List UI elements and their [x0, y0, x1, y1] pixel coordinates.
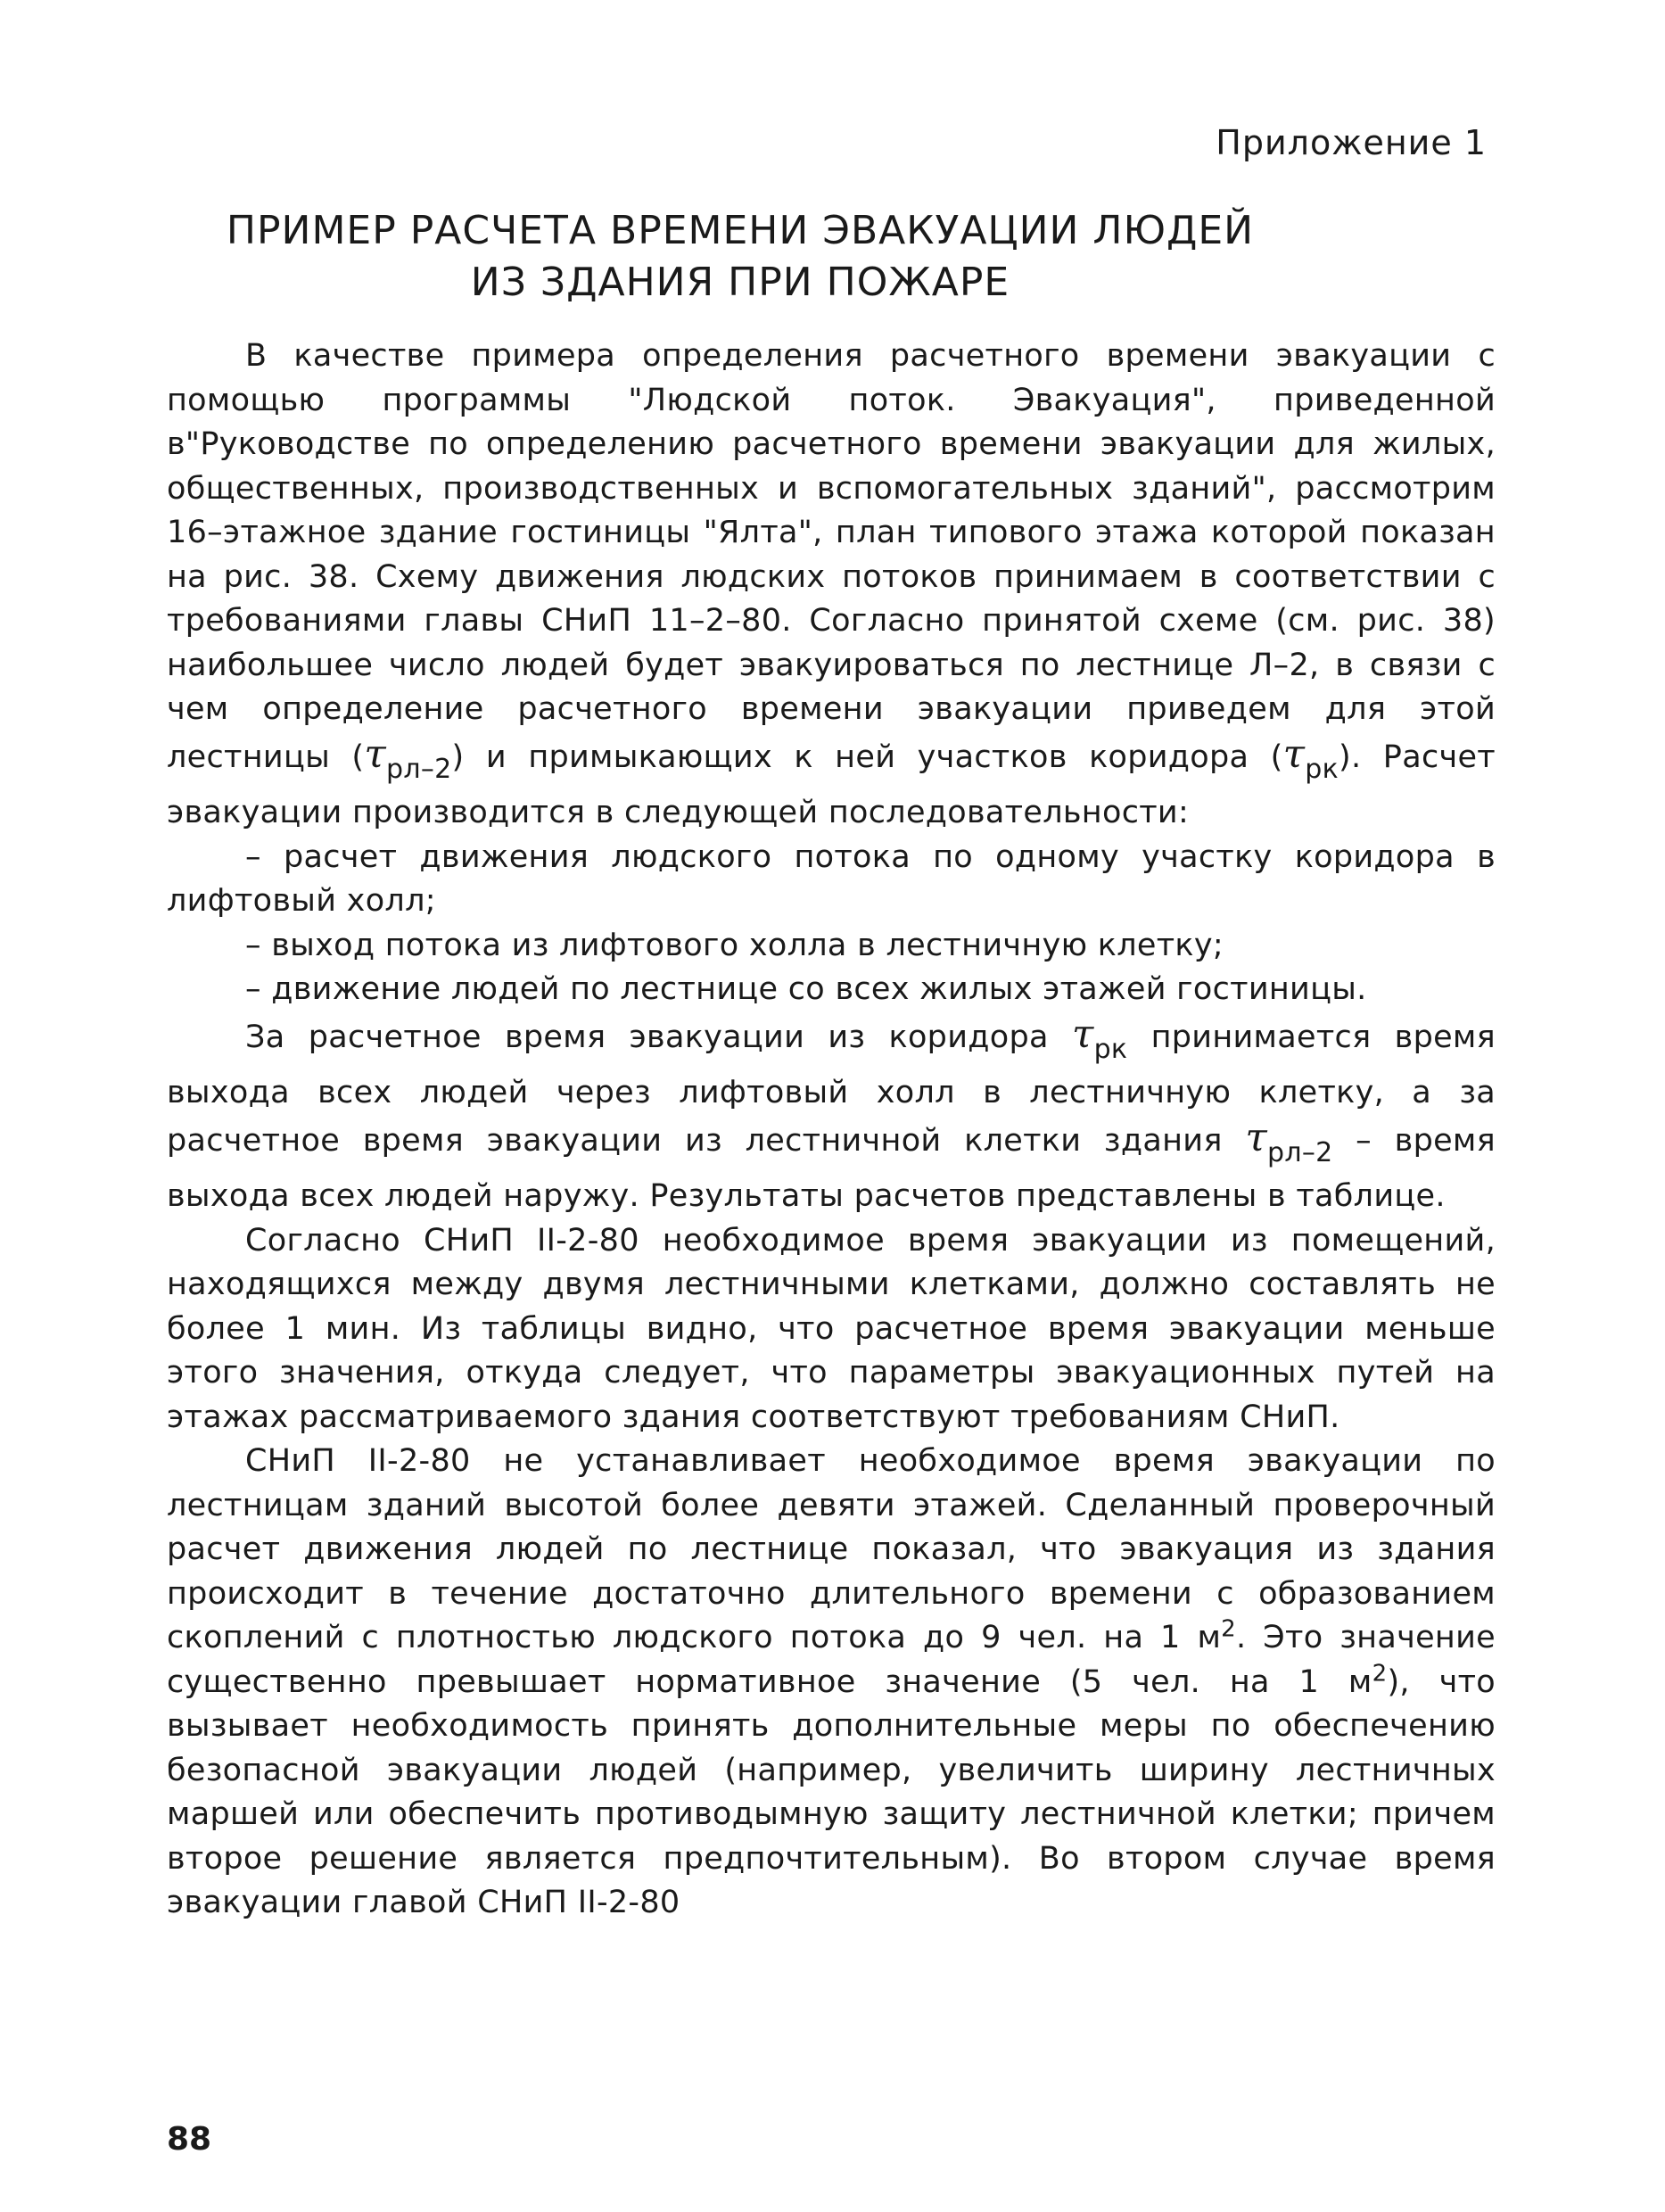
title-line-2: ИЗ ЗДАНИЯ ПРИ ПОЖАРЕ: [470, 260, 1010, 305]
subscript: рк: [1093, 1033, 1128, 1065]
paragraph-2: [167, 1012, 1496, 1219]
paragraph-4-text-a: СНиП II-2-80 не устанавливает необходимое время эвакуации по лестницам зданий высотой более девяти этажей. Сделанный проверочный расчет движения людей по лестнице показал, что эвакуация из здания происходит в течение достаточно длительного времени с образованием скоплений с плотностью людского потока до 9 чел. на 1 м: [167, 1443, 1496, 1655]
paragraph-4: [167, 1440, 1496, 1926]
tau-symbol: τ: [1282, 730, 1306, 777]
subscript: рк: [1305, 753, 1339, 785]
paragraph-2-text-c: – время выхода всех людей наружу. Результаты расчетов представлены в таблице.: [167, 1122, 1496, 1214]
paragraph-1-text-c: ). Расчет эвакуации производится в следующей последовательности:: [167, 739, 1496, 830]
paragraph-1: [167, 334, 1496, 836]
page-title: [161, 205, 1320, 309]
paragraph-2-text-a: За расчетное время эвакуации из коридора: [245, 1019, 1072, 1055]
subscript: рл–2: [386, 753, 452, 785]
page-number: 88: [167, 2121, 212, 2158]
body-text: [167, 334, 1496, 1926]
paragraph-1-text-b: ) и примыкающих к ней участков коридора (: [451, 739, 1283, 775]
list-item: – движение людей по лестнице со всех жилых этажей гостиницы.: [245, 971, 1367, 1007]
tau-symbol: τ: [364, 730, 387, 777]
paragraph-3: Согласно СНиП II-2-80 необходимое время эвакуации из помещений, находящихся между двумя лестничными клетками, должно составлять не более 1 мин. Из таблицы видно, что расчетное время эвакуации меньше этого значения, откуда следует, что параметры эвакуационных путей на этажах рассматриваемого здания соответствуют требованиям СНиП.: [167, 1222, 1496, 1435]
title-line-1: ПРИМЕР РАСЧЕТА ВРЕМЕНИ ЭВАКУАЦИИ ЛЮДЕЙ: [226, 208, 1255, 253]
subscript: рл–2: [1267, 1136, 1333, 1168]
tau-symbol: τ: [1245, 1114, 1267, 1160]
list-item: – выход потока из лифтового холла в лестничную клетку;: [245, 927, 1224, 963]
superscript: 2: [1221, 1615, 1237, 1643]
tau-symbol: τ: [1071, 1011, 1094, 1057]
paragraph-1-text-a: В качестве примера определения расчетного времени эвакуации с помощью программы "Людской поток. Эвакуация", приведенной в"Руководстве по определению расчетного времени эвакуации для жилых, общественных, производственных и вспомогательных зданий", рассмотрим 16–этажное здание гостиницы "Ялта", план типового этажа которой показан на рис. 38. Схему движения людских потоков принимаем в соответствии с требованиями главы СНиП 11–2–80. Согласно принятой схеме (см. рис. 38) наибольшее число людей будет эвакуироваться по лестнице Л–2, в связи с чем определение расчетного времени эвакуации приведем для этой лестницы (: [167, 338, 1496, 775]
superscript: 2: [1372, 1659, 1388, 1687]
paragraph-2-text-b: принимается время выхода всех людей через лифтовый холл в лестничную клетку, а за расчетное время эвакуации из лестничной клетки здания: [167, 1019, 1496, 1159]
appendix-label: Приложение 1: [1216, 123, 1487, 162]
list-item: – расчет движения людского потока по одному участку коридора в лифтовый холл;: [167, 838, 1496, 919]
paragraph-4-text-b: . Это значение существенно превышает нормативное значение (5 чел. на 1 м: [167, 1620, 1496, 1700]
paragraph-4-text-c: ), что вызывает необходимость принять дополнительные меры по обеспечению безопасной эвакуации людей (например, увеличить ширину лестничных маршей или обеспечить противодымную защиту лестничной клетки; причем второе решение является предпочтительным). Во втором случае время эвакуации главой СНиП II-2-80: [167, 1663, 1496, 1920]
